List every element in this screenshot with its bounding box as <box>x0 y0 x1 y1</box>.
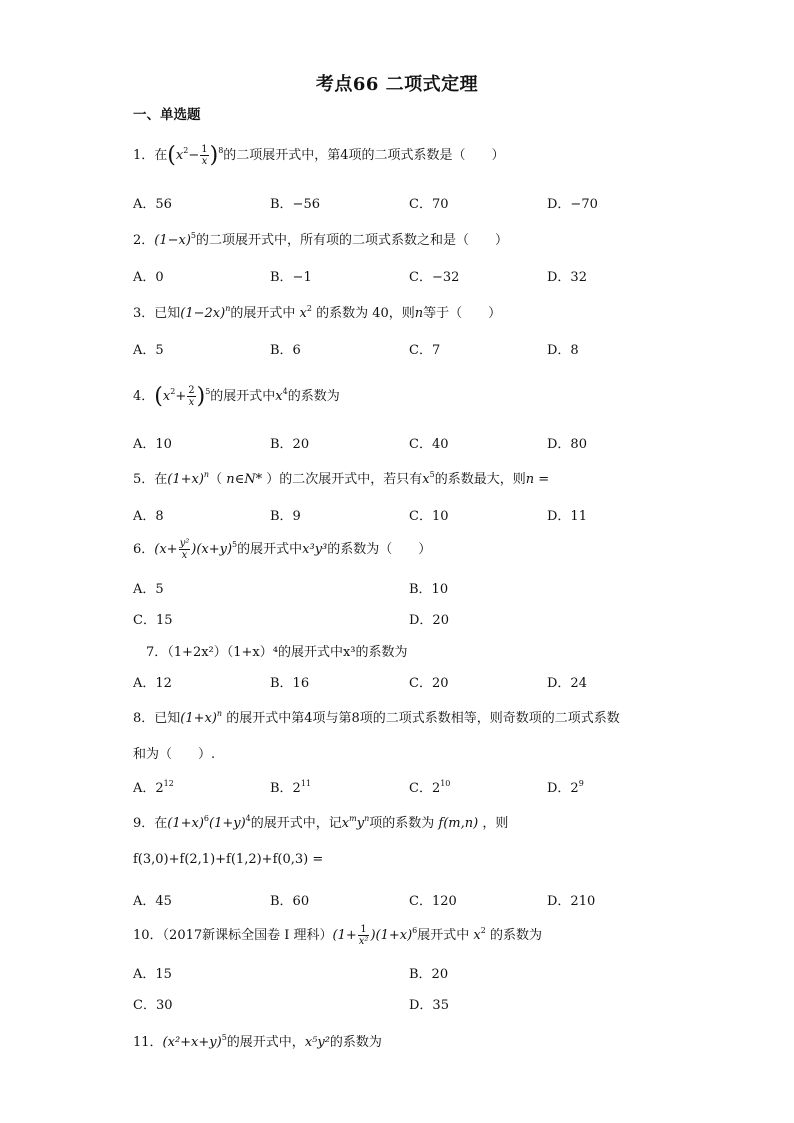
question-3: 3．已知$(1-2x)^n$的展开式中 $x^2$ 的系数为 40，则n等于（ ） <box>133 304 502 321</box>
option-d[interactable]: D．11 <box>547 509 587 524</box>
question-7: 7．（1+2x²）（1+x）⁴的展开式中x³的系数为 <box>146 645 408 660</box>
question-8: 8．已知$(1+x)^n$ 的展开式中第4项与第8项的二项式系数相等，则奇数项的二项式系数 <box>133 709 620 726</box>
option-b[interactable]: B．20 <box>409 967 449 982</box>
question-11: 11．$(x^2+x+y)^5$的展开式中，x⁵y²的系数为 <box>133 1033 382 1050</box>
options-10-row2 <box>133 994 733 1012</box>
option-d[interactable]: D．24 <box>547 676 587 691</box>
question-5: 5．在$(1+x)^n$（ n∈N* ）的二次展开式中，若只有$x^5$的系数最大，则n = <box>133 470 550 487</box>
option-d[interactable]: D．8 <box>547 343 579 358</box>
option-b[interactable]: B．6 <box>270 343 301 358</box>
option-b[interactable]: B．10 <box>409 582 449 597</box>
options-2 <box>133 266 733 284</box>
options-1 <box>133 193 733 211</box>
option-b[interactable]: B．−56 <box>270 197 320 212</box>
options-3 <box>133 339 733 357</box>
question-9-expression: f(3,0)+f(2,1)+f(1,2)+f(0,3) = <box>133 852 324 867</box>
section-heading: 一、单选题 <box>133 107 201 123</box>
options-5 <box>133 505 733 523</box>
option-c[interactable]: C．30 <box>133 998 173 1013</box>
option-d[interactable]: D．35 <box>409 998 449 1013</box>
option-a[interactable]: A．8 <box>133 509 164 524</box>
question-10: 10．（2017新课标全国卷 I 理科）(1+ $\frac{1}{\text{x²}}$ )$(1+x)^6$展开式中 $x^2$ 的系数为 <box>133 924 542 947</box>
options-4 <box>133 433 733 451</box>
option-a[interactable]: A．15 <box>133 967 172 982</box>
options-8 <box>133 777 733 795</box>
option-a[interactable]: A．5 <box>133 582 164 597</box>
page-title: 考点66 二项式定理 <box>315 74 479 95</box>
option-d[interactable]: D．210 <box>547 894 596 909</box>
option-a[interactable]: A．0 <box>133 270 164 285</box>
option-d[interactable]: D．20 <box>409 613 449 628</box>
option-c[interactable]: C．7 <box>409 343 441 358</box>
option-d[interactable]: D．80 <box>547 437 587 452</box>
option-a[interactable]: A．10 <box>133 437 172 452</box>
option-b[interactable]: B．9 <box>270 509 301 524</box>
option-a[interactable]: A．45 <box>133 894 172 909</box>
option-a[interactable]: A．12 <box>133 676 172 691</box>
option-d[interactable]: D．32 <box>547 270 587 285</box>
question-9: 9．在$(1+x)^6(1+y)^4$的展开式中，记$x^my^n$项的系数为 f(m,n) ，则 <box>133 814 509 831</box>
option-d[interactable]: D．$2^9$ <box>547 779 584 796</box>
question-6: 6．(x+ $\frac{\text{y²}}{x}$ )$(x+y)^5$的展开式中x³y³的系数为（ ） <box>133 538 432 561</box>
option-b[interactable]: B．16 <box>270 676 310 691</box>
option-c[interactable]: C．70 <box>409 197 449 212</box>
option-b[interactable]: B．−1 <box>270 270 312 285</box>
option-c[interactable]: C．−32 <box>409 270 460 285</box>
option-b[interactable]: B．20 <box>270 437 310 452</box>
option-b[interactable]: B．$2^{11}$ <box>270 779 312 796</box>
option-b[interactable]: B．60 <box>270 894 310 909</box>
options-9 <box>133 890 733 908</box>
options-10-row1 <box>133 963 733 981</box>
question-2: 2．$(1-x)^5$的二项展开式中，所有项的二项式系数之和是（ ） <box>133 231 509 248</box>
option-a[interactable]: A．$2^{12}$ <box>133 779 174 796</box>
option-a[interactable]: A．56 <box>133 197 172 212</box>
options-7 <box>133 672 733 690</box>
option-c[interactable]: C．10 <box>409 509 449 524</box>
option-c[interactable]: C．120 <box>409 894 457 909</box>
question-1: 1．在($x^2-$ $\frac{1}{x}$ )$^8$的二项展开式中，第4项的二项式系数是（ ） <box>133 143 505 168</box>
question-4: 4．($x^2+$ $\frac{2}{x}$ )$^5$的展开式中$x^4$的系数为 <box>133 384 340 409</box>
options-6-row1 <box>133 578 733 596</box>
options-6-row2 <box>133 609 733 627</box>
option-c[interactable]: C．$2^{10}$ <box>409 779 451 796</box>
question-8-line2: 和为（ ）. <box>133 747 216 762</box>
option-c[interactable]: C．40 <box>409 437 449 452</box>
option-c[interactable]: C．20 <box>409 676 449 691</box>
option-a[interactable]: A．5 <box>133 343 164 358</box>
option-d[interactable]: D．−70 <box>547 197 598 212</box>
option-c[interactable]: C．15 <box>133 613 173 628</box>
